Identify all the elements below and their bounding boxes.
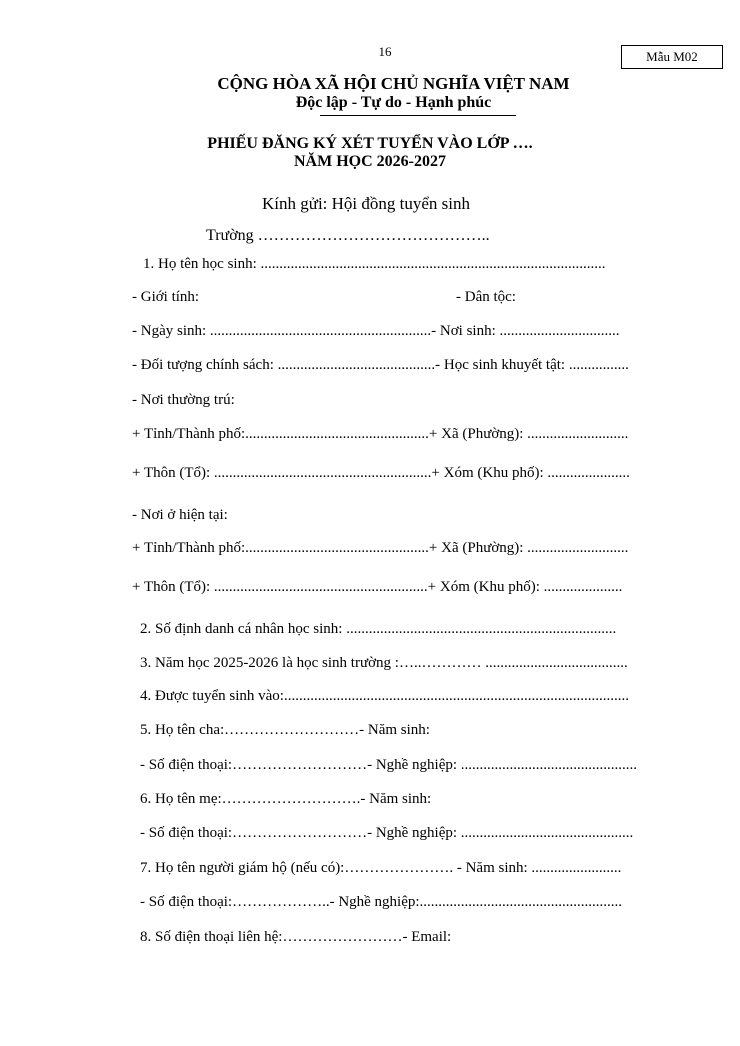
motto-underline bbox=[320, 115, 516, 116]
form-field-line: - Ngày sinh: ...........................................................- Nơi sinh: ................................ bbox=[132, 323, 620, 339]
motto-heading: Độc lập - Tự do - Hạnh phúc bbox=[295, 94, 492, 111]
form-field-line: + Thôn (Tổ): ..........................................................+ Xóm (Khu phố): ...................... bbox=[132, 465, 630, 481]
form-field-line: + Tỉnh/Thành phố:.................................................+ Xã (Phường): ........................... bbox=[132, 426, 629, 442]
form-field-line: - Nơi thường trú: bbox=[132, 392, 235, 408]
form-field-line: - Dân tộc: bbox=[456, 289, 516, 305]
form-field-line: - Giới tính: bbox=[132, 289, 200, 305]
form-field-line: + Tỉnh/Thành phố:.................................................+ Xã (Phường): ........................... bbox=[132, 540, 629, 556]
form-field-line: 7. Họ tên người giám hộ (nếu có):…………………. - Năm sinh: ........................ bbox=[140, 860, 622, 876]
form-field-line: 2. Số định danh cá nhân học sinh: ........................................................................ bbox=[140, 621, 617, 637]
form-field-line: - Đối tượng chính sách: ..........................................- Học sinh khuyết tật: ................ bbox=[132, 357, 629, 373]
greeting: Kính gửi: Hội đồng tuyển sinh bbox=[262, 194, 471, 213]
form-code-box bbox=[621, 45, 723, 69]
form-title: PHIẾU ĐĂNG KÝ XÉT TUYỂN VÀO LỚP …. bbox=[207, 135, 533, 152]
form-field-line: 3. Năm học 2025-2026 là học sinh trường :…..………… ...................................... bbox=[140, 655, 628, 671]
form-field-line: 8. Số điện thoại liên hệ:……………………- Email: bbox=[140, 929, 452, 945]
school-year: NĂM HỌC 2026-2027 bbox=[294, 153, 446, 170]
form-field-line: 1. Họ tên học sinh: ............................................................................................ bbox=[143, 256, 606, 272]
form-field-line: - Nơi ở hiện tại: bbox=[132, 507, 228, 523]
form-field-line: 5. Họ tên cha:………………………- Năm sinh: bbox=[140, 722, 430, 738]
form-field-line: - Số điện thoại:………………………- Nghề nghiệp: .............................................. bbox=[140, 825, 634, 841]
form-field-line: + Thôn (Tổ): .........................................................+ Xóm (Khu phố): ..................... bbox=[132, 579, 623, 595]
form-field-line: 4. Được tuyển sinh vào:............................................................................................ bbox=[140, 688, 629, 704]
school-line: Trường …………………………………….. bbox=[206, 227, 490, 244]
form-field-line: - Số điện thoại:………………………- Nghề nghiệp: ............................................... bbox=[140, 757, 638, 773]
nation-heading: CỘNG HÒA XÃ HỘI CHỦ NGHĨA VIỆT NAM bbox=[217, 74, 570, 93]
form-code: Mẫu M02 bbox=[646, 49, 698, 64]
form-field-line: - Số điện thoại:………………..- Nghề nghiệp:...................................................... bbox=[140, 894, 623, 910]
form-field-line: 6. Họ tên mẹ:……………………….- Năm sinh: bbox=[140, 791, 432, 807]
page-number: 16 bbox=[378, 44, 392, 59]
